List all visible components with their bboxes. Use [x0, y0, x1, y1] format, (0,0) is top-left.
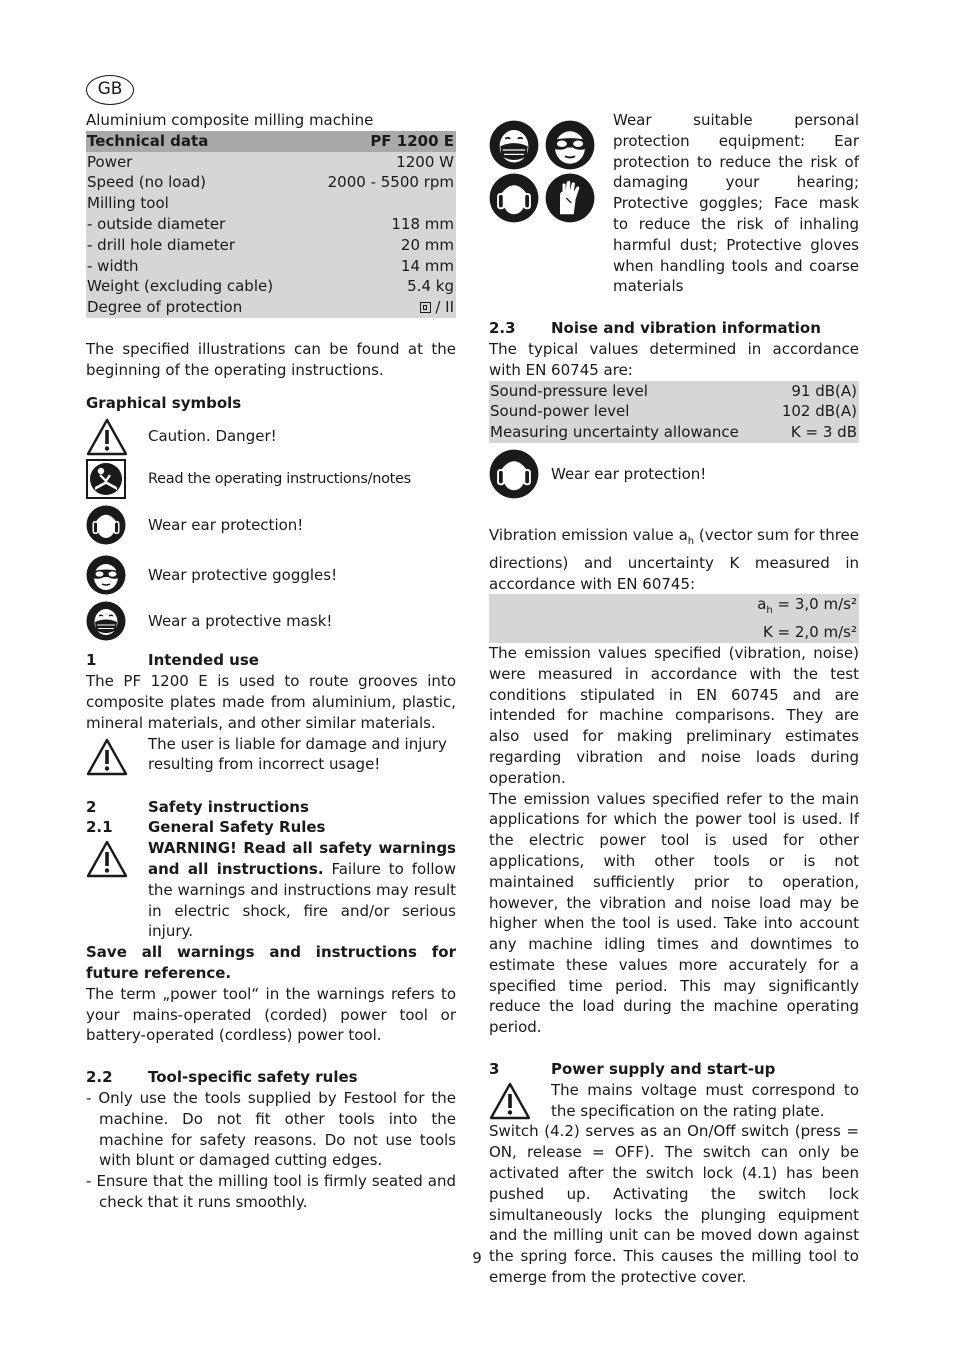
symbol-label: Wear a protective mask! [148, 611, 333, 630]
caution-triangle-icon [86, 838, 148, 942]
section-title: Noise and vibration information [551, 319, 821, 338]
section-title: Safety instructions [148, 797, 309, 816]
row-label: Power [86, 152, 306, 173]
ah-subscript: h [766, 605, 773, 617]
row-value: 118 mm [306, 214, 456, 235]
row-label: Milling tool [86, 193, 306, 214]
voltage-warning [489, 1080, 859, 1122]
row-value: 2000 - 5500 rpm [306, 172, 456, 193]
symbol-label: Caution. Danger! [148, 427, 277, 446]
table-row [489, 422, 859, 443]
symbol-mask [86, 600, 456, 642]
warning-text: The user is liable for damage and injury resulting from incorrect usage! [148, 734, 447, 774]
table-header-row [86, 131, 456, 152]
row-value [306, 193, 456, 214]
left-column [86, 110, 456, 1213]
section-2-2-heading [86, 1067, 456, 1088]
table-row [86, 256, 456, 277]
ppe-icons [489, 110, 613, 297]
symbol-ear-protection [86, 500, 456, 550]
row-label: Sound-pressure level [489, 381, 771, 402]
row-label: Sound-power level [489, 401, 771, 422]
intended-use-text: The PF 1200 E is used to route grooves into composite plates made from aluminium, plastic, mineral materials, and other similar materials. [86, 672, 456, 732]
row-label: - width [86, 256, 306, 277]
technical-data-table [86, 131, 456, 318]
row-value: K = 2,0 m/s² [499, 622, 859, 643]
switch-text: Switch (4.2) serves as an On/Off switch (press = ON, release = OFF). The switch can only be activated after the switch lock (4.1) has been pushed up. Activating the switch lock simultaneously locks the plunging equipment and the milling unit can be moved down against the spring force. This causes the milling tool to emerge from the protective cover. [489, 1122, 859, 1287]
symbol-caution [86, 415, 456, 458]
table-row [86, 152, 456, 173]
vibration-text-a: Vibration emission value a [489, 525, 688, 544]
ear-protection-icon [489, 173, 539, 223]
section-number: 2.2 [86, 1068, 113, 1087]
ppe-block [489, 110, 859, 297]
illustrations-note: The specified illustrations can be found at the beginning of the operating instructions. [86, 339, 456, 379]
table-row [86, 276, 456, 297]
goggles-icon [545, 120, 595, 170]
warning-rest-text: Failure to follow the warnings and instructions may result in electric shock, fire and/or serious injury. [148, 859, 457, 941]
warning-bold-text: WARNING! Read all safety warnings and all instructions. [148, 839, 456, 878]
table-row [86, 297, 456, 318]
list-item: - Ensure that the milling tool is firmly seated and check that it runs smoothly. [86, 1172, 456, 1211]
symbol-label: Wear ear protection! [148, 515, 304, 534]
warning-paragraph [148, 838, 456, 942]
save-instructions-text: Save all warnings and instructions for future reference. [86, 943, 456, 982]
symbol-read-instructions [86, 458, 456, 500]
section-1-heading [86, 650, 456, 671]
caution-triangle-icon [489, 1080, 551, 1122]
section-2-heading [86, 797, 456, 818]
list-item: - Only use the tools supplied by Festool for the machine. Do not fit other tools into the machine for safety reasons. Do not use tools with blunt or damaged cutting edges. [86, 1088, 456, 1170]
noise-table [489, 381, 859, 443]
section-number: 1 [86, 651, 97, 670]
table-header-model: PF 1200 E [306, 131, 456, 152]
row-value: 20 mm [306, 235, 456, 256]
section-title: Tool-specific safety rules [148, 1068, 358, 1087]
row-value: 102 dB(A) [771, 401, 859, 422]
mask-icon [489, 120, 539, 170]
ear-protection-icon [489, 449, 551, 499]
section-number: 2.1 [86, 818, 113, 837]
section-title: Power supply and start-up [551, 1060, 776, 1079]
section-2-1-heading [86, 817, 456, 838]
section-3-heading [489, 1059, 859, 1080]
vibration-table [489, 594, 859, 643]
page-number: 9 [472, 1249, 482, 1267]
mask-icon [86, 601, 148, 641]
language-badge: GB [86, 75, 134, 105]
vibration-text [489, 525, 859, 594]
ah-value: = 3,0 m/s² [772, 595, 857, 614]
row-value: 1200 W [306, 152, 456, 173]
symbol-label: Wear protective goggles! [148, 565, 338, 584]
section-number: 2 [86, 797, 97, 816]
gloves-icon [545, 173, 595, 223]
table-row [86, 235, 456, 256]
right-column [489, 110, 859, 1288]
row-value: 5.4 kg [306, 276, 456, 297]
protection-class-text: / II [435, 298, 454, 317]
ah-symbol: a [757, 595, 767, 614]
table-row [86, 214, 456, 235]
row-label: - outside diameter [86, 214, 306, 235]
row-label: Weight (excluding cable) [86, 276, 306, 297]
table-row [86, 172, 456, 193]
table-row [86, 193, 456, 214]
general-warning [86, 838, 456, 942]
vibration-text-b: (vector sum for three directions) and uncertainty K measured in accordance with EN 60745: [489, 525, 860, 593]
ear-protection-icon [86, 505, 148, 545]
section-title: Intended use [148, 651, 259, 670]
symbol-label: Read the operating instructions/notes [148, 470, 411, 487]
emission-paragraph-1: The emission values specified (vibration, noise) were measured in accordance with the test conditions stipulated in EN 60745 and are intended for machine comparisons. They are also used for making preliminary estimates regarding vibration and noise loads during operation. [489, 643, 859, 787]
power-tool-term-text: The term „power tool“ in the warnings refers to your mains-operated (corded) power tool or battery-operated (cordless) power tool. [86, 984, 456, 1045]
section-number: 3 [489, 1060, 500, 1079]
table-header-label: Technical data [86, 131, 306, 152]
table-row [489, 381, 859, 402]
row-value [499, 594, 859, 622]
noise-intro-text: The typical values determined in accordance with EN 60745 are: [489, 339, 859, 379]
liability-warning [86, 734, 456, 776]
row-value: 91 dB(A) [771, 381, 859, 402]
caution-triangle-icon [86, 734, 148, 776]
table-row [489, 622, 859, 643]
vibration-subscript: h [687, 535, 695, 547]
caution-triangle-icon [86, 418, 148, 456]
section-2-3-heading [489, 318, 859, 339]
symbol-goggles [86, 550, 456, 600]
row-value [306, 297, 456, 318]
row-label: - drill hole diameter [86, 235, 306, 256]
emission-paragraph-2: The emission values specified refer to the main applications for which the power tool is used. If the electric power tool is used for other applications, with other tools or is not maintained sufficiently prior to operation, however, the vibration and noise load may be higher when the tool is used. Take into account any machine idling times and downtimes to estimate these values more accurately for a specified time period. This may significantly reduce the load during the machine operating period. [489, 789, 859, 1037]
table-row [489, 401, 859, 422]
graphical-symbols-heading: Graphical symbols [86, 393, 242, 412]
product-title: Aluminium composite milling machine [86, 111, 374, 129]
read-instructions-icon [86, 459, 148, 499]
ppe-text: Wear suitable personal protection equipment: Ear protection to reduce the risk of damaging your hearing; Protective goggles; Face mask to reduce the risk of inhaling harmful dust; Protective gloves when handling tools and coarse materials [613, 111, 859, 296]
protection-class-icon [420, 302, 431, 313]
row-label: Degree of protection [86, 297, 306, 318]
row-label: Speed (no load) [86, 172, 306, 193]
row-value: 14 mm [306, 256, 456, 277]
row-value: K = 3 dB [771, 422, 859, 443]
section-number: 2.3 [489, 319, 516, 338]
warning-text: The mains voltage must correspond to the specification on the rating plate. [551, 1080, 859, 1120]
goggles-icon [86, 555, 148, 595]
table-row [489, 594, 859, 622]
row-label: Measuring uncertainty allowance [489, 422, 771, 443]
section-title: General Safety Rules [148, 818, 326, 837]
ear-protection-note [489, 443, 859, 505]
ear-protection-label: Wear ear protection! [551, 464, 707, 483]
